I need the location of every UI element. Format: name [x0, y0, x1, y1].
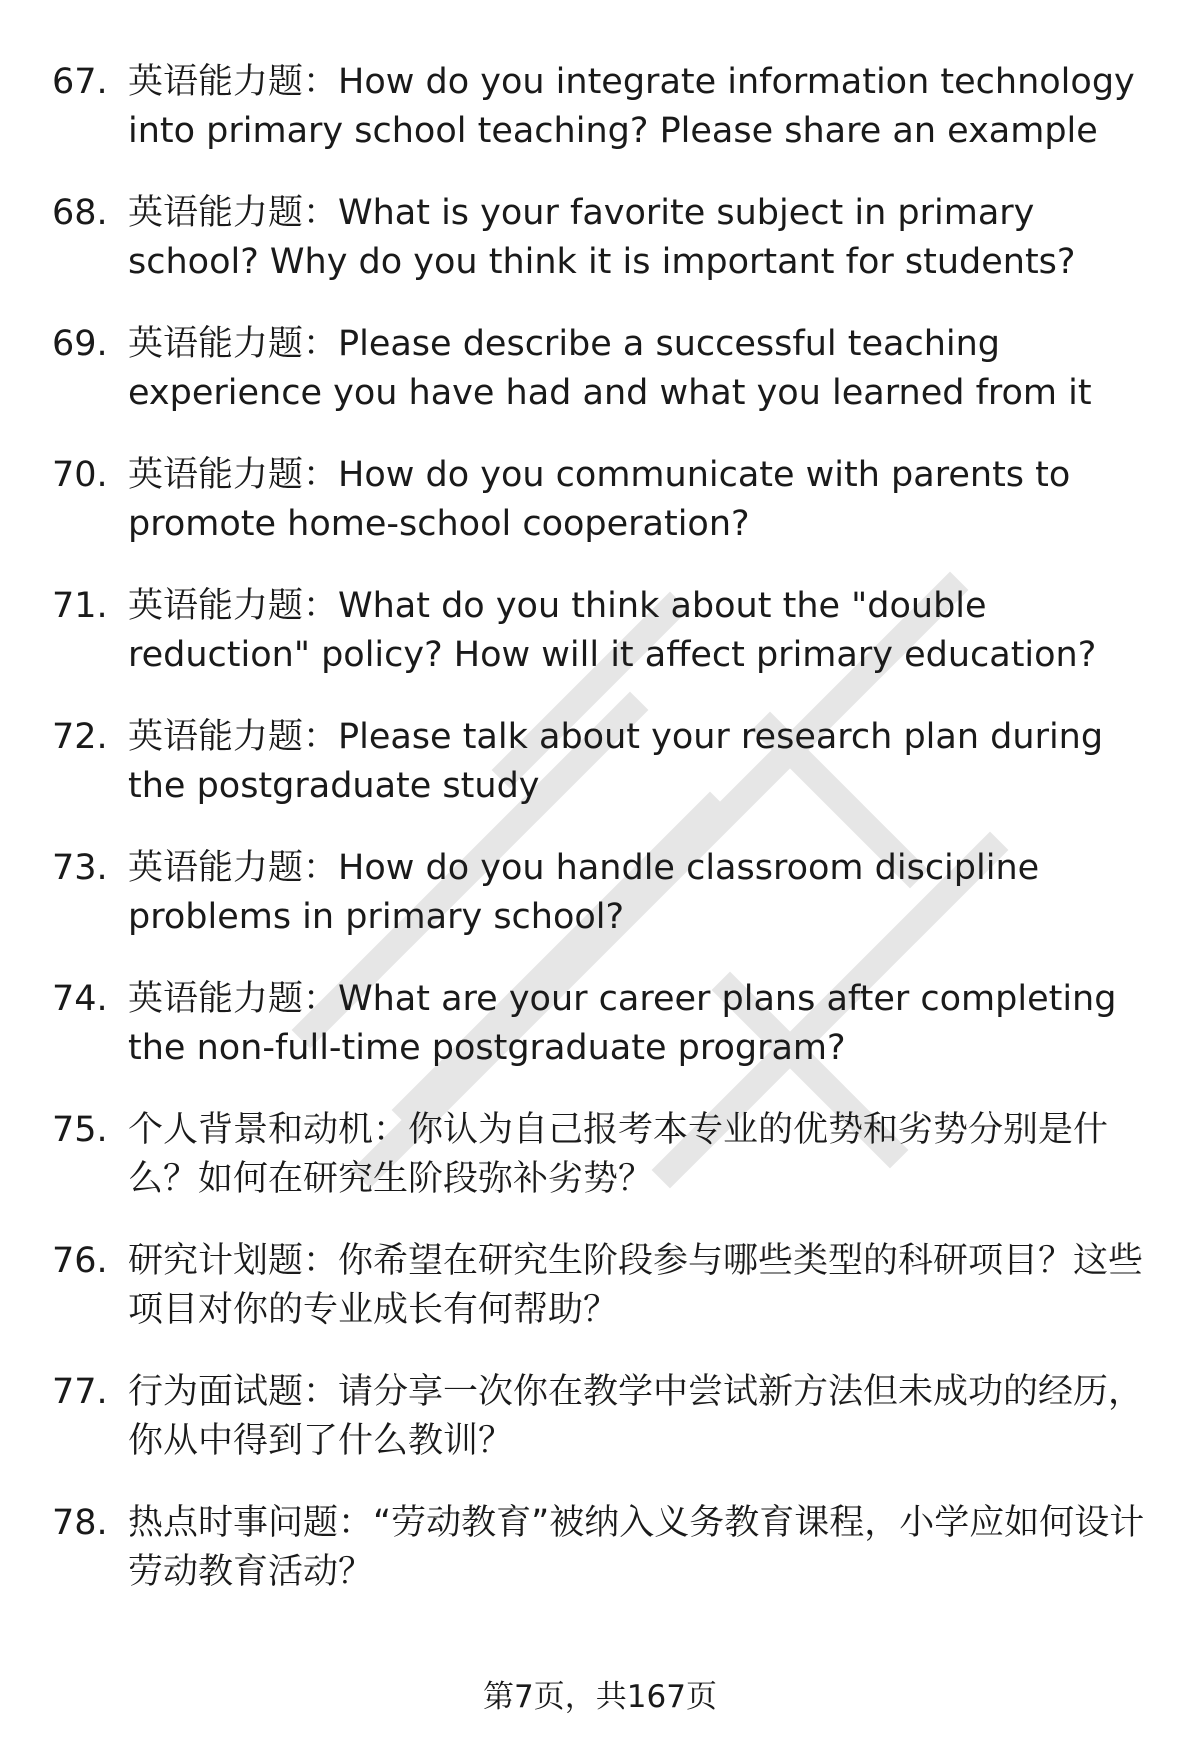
list-item [52, 58, 1152, 156]
list-item [52, 582, 1152, 680]
question-list [52, 58, 1152, 1630]
question-number: 71. [52, 586, 108, 626]
question-text: 研究计划题：你希望在研究生阶段参与哪些类型的科研项目？这些项目对你的专业成长有何帮助？ [128, 1241, 1144, 1330]
list-item [52, 1368, 1152, 1466]
question-number: 69. [52, 324, 108, 364]
list-item [52, 844, 1152, 942]
list-item [52, 713, 1152, 811]
page-number: 第7页，共167页 [483, 1679, 717, 1715]
question-text: 英语能力题：What do you think about the "double reduction" policy? How will it affect primary education? [128, 586, 1097, 675]
question-text: 英语能力题：What are your career plans after completing the non-full-time postgraduate program? [128, 979, 1117, 1068]
question-text: 英语能力题：How do you handle classroom discipline problems in primary school? [128, 848, 1040, 937]
question-text: 行为面试题：请分享一次你在教学中尝试新方法但未成功的经历，你从中得到了什么教训？ [128, 1372, 1144, 1461]
question-number: 75. [52, 1110, 108, 1150]
question-text: 热点时事问题：“劳动教育”被纳入义务教育课程，小学应如何设计劳动教育活动？ [128, 1503, 1145, 1592]
question-text: 英语能力题：What is your favorite subject in primary school? Why do you think it is important for students? [128, 193, 1076, 282]
list-item [52, 1106, 1152, 1204]
list-item [52, 975, 1152, 1073]
question-number: 72. [52, 717, 108, 757]
question-number: 74. [52, 979, 108, 1019]
question-text: 个人背景和动机：你认为自己报考本专业的优势和劣势分别是什么？如何在研究生阶段弥补劣势？ [128, 1110, 1109, 1199]
question-text: 英语能力题：How do you communicate with parents to promote home-school cooperation? [128, 455, 1071, 544]
question-number: 70. [52, 455, 108, 495]
question-text: 英语能力题：How do you integrate information technology into primary school teaching? Please share an example [128, 62, 1135, 151]
question-text: 英语能力题：Please talk about your research plan during the postgraduate study [128, 717, 1104, 806]
list-item [52, 320, 1152, 418]
list-item [52, 189, 1152, 287]
question-number: 67. [52, 62, 108, 102]
list-item [52, 1499, 1152, 1597]
question-number: 68. [52, 193, 108, 233]
question-number: 77. [52, 1372, 108, 1412]
question-number: 78. [52, 1503, 108, 1543]
question-number: 73. [52, 848, 108, 888]
list-item [52, 451, 1152, 549]
list-item [52, 1237, 1152, 1335]
question-text: 英语能力题：Please describe a successful teaching experience you have had and what you learned from it [128, 324, 1092, 413]
question-number: 76. [52, 1241, 108, 1281]
